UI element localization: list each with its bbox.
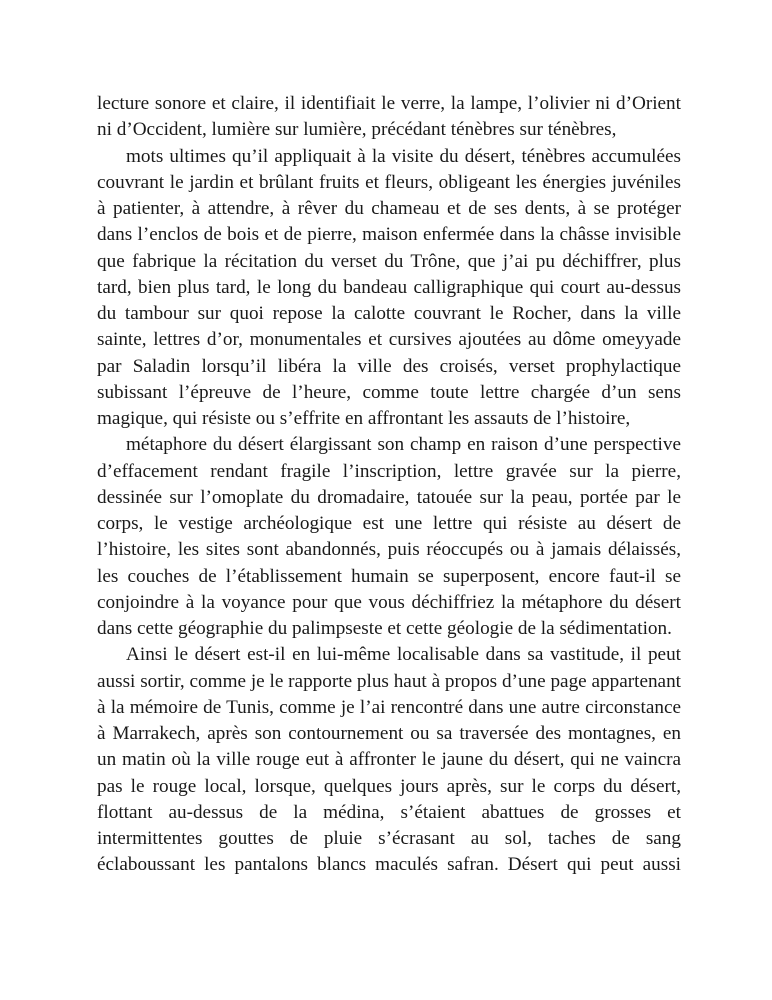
page-body	[97, 91, 681, 879]
paragraph-1: lecture sonore et claire, il identifiait le verre, la lampe, l’olivier ni d’Orient ni d’Occident, lumière sur lumière, précédant ténèbres sur ténèbres,	[97, 93, 681, 141]
paragraph-2: mots ultimes qu’il appliquait à la visite du désert, ténèbres accumulées couvrant le jardin et brûlant fruits et fleurs, obligeant les énergies juvéniles à patienter, à attendre, à rêver du chameau et de ses dents, à se protéger dans l’enclos de bois et de pierre, maison enfermée dans la châsse invisible que fabrique la récitation du verset du Trône, que j’ai pu déchiffrer, plus tard, bien plus tard, le long du bandeau calligraphique qui court au-dessus du tambour sur quoi repose la calotte couvrant le Rocher, dans la ville sainte, lettres d’or, monumentales et cursives ajoutées au dôme omeyyade par Saladin lorsqu’il libéra la ville des croisés, verset prophylactique subissant l’épreuve de l’heure, comme toute lettre chargée d’un sens magique, qui résiste ou s’effrite en affrontant les assauts de l’histoire,	[97, 145, 681, 429]
paragraph-3: métaphore du désert élargissant son champ en raison d’une perspective d’effacement rendant fragile l’inscription, lettre gravée sur la pierre, dessinée sur l’omoplate du dromadaire, tatouée sur la peau, portée par le corps, le vestige archéologique est une lettre qui résiste au désert de l’histoire, les sites sont abandonnés, puis réoccupés ou à jamais délaissés, les couches de l’établissement humain se superposent, encore faut-il se conjoindre à la voyance pour que vous déchiffriez la métaphore du désert dans cette géographie du palimpseste et cette géologie de la sédimentation.	[97, 434, 681, 639]
paragraph-4: Ainsi le désert est-il en lui-même localisable dans sa vastitude, il peut aussi sortir, comme je le rapporte plus haut à propos d’une page appartenant à la mémoire de Tunis, comme je l’ai rencontré dans une autre circonstance à Marrakech, après son contournement ou sa traversée des montagnes, en un matin où la ville rouge eut à affronter le jaune du désert, qui ne vaincra pas le rouge local, lorsque, quelques jours après, sur le corps du désert, flottant au-dessus de la médina, s’étaient abattues de grosses et intermittentes gouttes de pluie s’écrasant au sol, taches de sang éclaboussant les pantalons blancs maculés safran. Désert qui peut aussi	[97, 644, 681, 876]
